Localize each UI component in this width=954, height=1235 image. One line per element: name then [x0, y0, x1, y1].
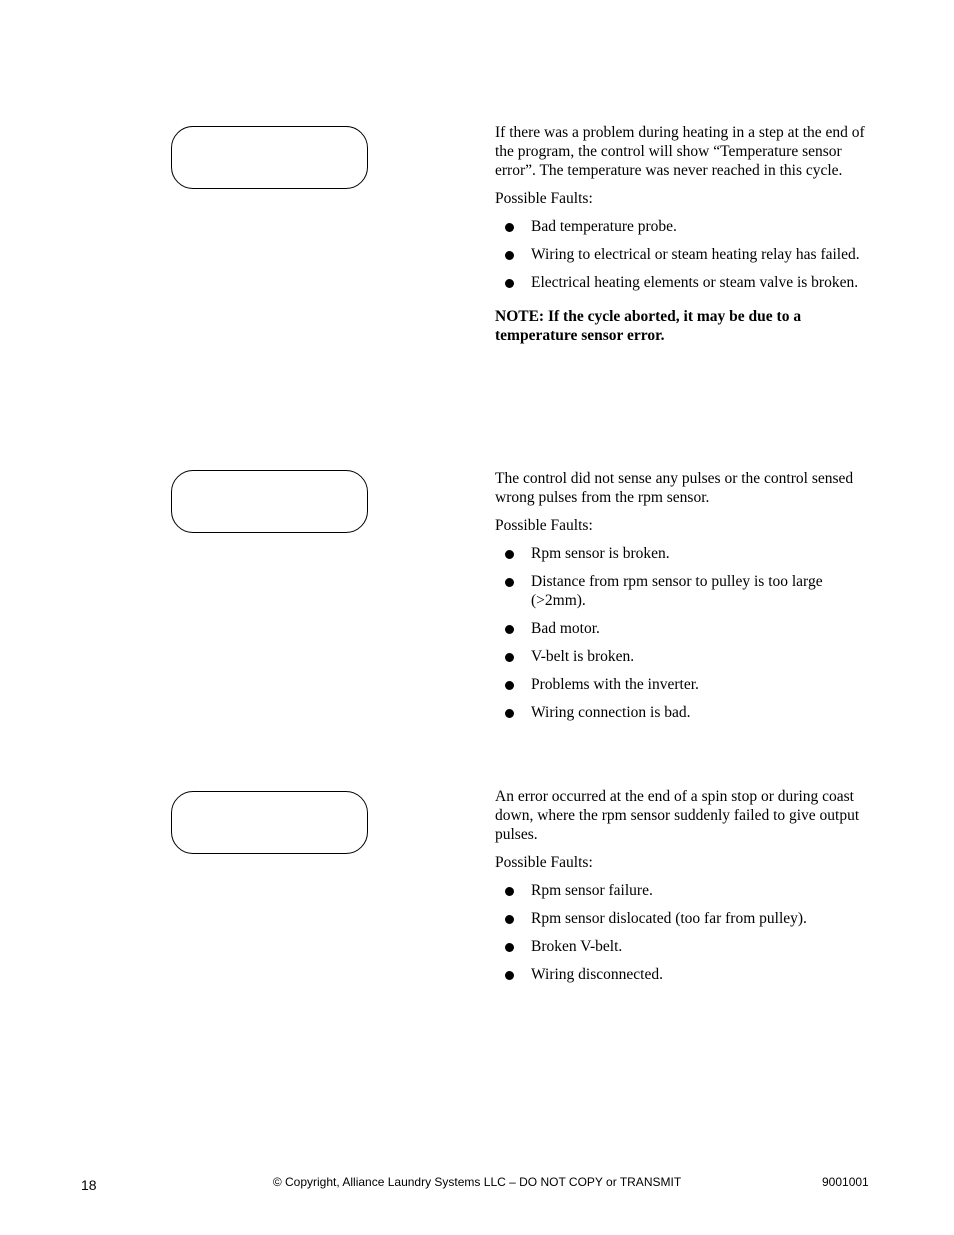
- display-box-temperature-error: [171, 126, 368, 189]
- faults-list: [495, 544, 865, 722]
- note: NOTE: If the cycle aborted, it may be due to a temperature sensor error.: [495, 308, 802, 344]
- fault-item: Electrical heating elements or steam valve is broken.: [495, 273, 865, 292]
- fault-item: Bad motor.: [495, 619, 865, 638]
- copyright-notice: © Copyright, Alliance Laundry Systems LLC – DO NOT COPY or TRANSMIT: [272, 1175, 682, 1189]
- page-footer: [0, 1175, 954, 1195]
- section-rpm-sensor-pulse-error: [495, 469, 865, 731]
- bullet-icon: [505, 681, 514, 690]
- section-description: If there was a problem during heating in a step at the end of the program, the control will show “Temperature sensor error”. The temperature was never reached in this cycle.: [495, 124, 865, 179]
- fault-item: Bad temperature probe.: [495, 217, 865, 236]
- faults-list: [495, 217, 865, 292]
- bullet-icon: [505, 943, 514, 952]
- bullet-icon: [505, 971, 514, 980]
- fault-item: Rpm sensor failure.: [495, 881, 865, 900]
- bullet-icon: [505, 709, 514, 718]
- page-number: 18: [81, 1177, 97, 1193]
- bullet-icon: [505, 223, 514, 232]
- section-description: The control did not sense any pulses or the control sensed wrong pulses from the rpm sensor.: [495, 470, 854, 506]
- section-description: An error occurred at the end of a spin stop or during coast down, where the rpm sensor suddenly failed to give output pulses.: [495, 788, 860, 843]
- bullet-icon: [505, 279, 514, 288]
- bullet-icon: [505, 915, 514, 924]
- fault-item: V-belt is broken.: [495, 647, 865, 666]
- fault-item: Wiring connection is bad.: [495, 703, 865, 722]
- fault-item: Broken V-belt.: [495, 937, 865, 956]
- faults-heading: Possible Faults:: [495, 190, 593, 207]
- faults-heading: Possible Faults:: [495, 517, 593, 534]
- faults-heading: Possible Faults:: [495, 854, 593, 871]
- bullet-icon: [505, 625, 514, 634]
- bullet-icon: [505, 550, 514, 559]
- fault-item: Wiring to electrical or steam heating relay has failed.: [495, 245, 865, 264]
- display-box-rpm-pulse-error: [171, 470, 368, 533]
- fault-item: Distance from rpm sensor to pulley is too large (>2mm).: [495, 572, 865, 610]
- section-spin-stop-rpm-error: [495, 787, 865, 993]
- fault-item: Rpm sensor is broken.: [495, 544, 865, 563]
- bullet-icon: [505, 251, 514, 260]
- document-number: 9001001: [822, 1175, 869, 1189]
- fault-item: Problems with the inverter.: [495, 675, 865, 694]
- bullet-icon: [505, 653, 514, 662]
- fault-item: Rpm sensor dislocated (too far from pulley).: [495, 909, 865, 928]
- section-temperature-sensor-error: [495, 123, 865, 354]
- bullet-icon: [505, 887, 514, 896]
- display-box-spin-stop-error: [171, 791, 368, 854]
- fault-item: Wiring disconnected.: [495, 965, 865, 984]
- faults-list: [495, 881, 865, 984]
- bullet-icon: [505, 578, 514, 587]
